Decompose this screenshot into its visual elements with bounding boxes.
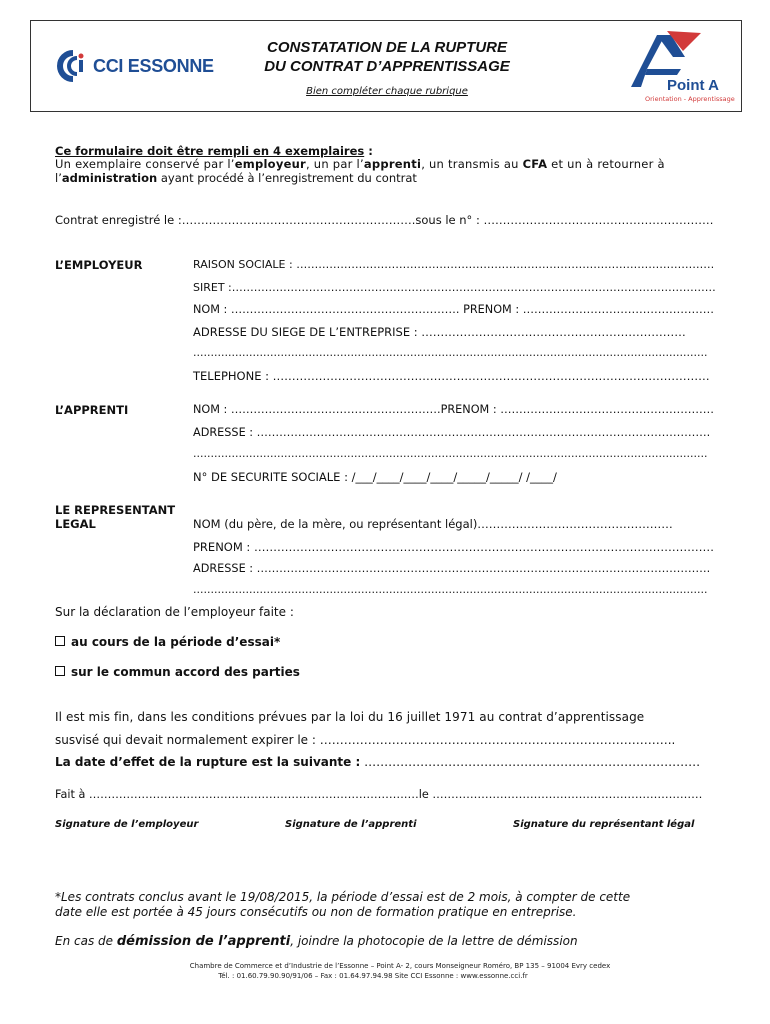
employer-siret-field[interactable]: SIRET :…………………………………………………………………………………………………………………… bbox=[193, 281, 716, 294]
employer-nom-prenom-field[interactable]: NOM : ……………………………………………………. PRENOM : …………………………………………… bbox=[193, 303, 714, 316]
cci-logo-text: CCI ESSONNE bbox=[93, 55, 214, 76]
option-trial-period[interactable]: au cours de la période d’essai* bbox=[55, 635, 280, 649]
note-resignation: En cas de démission de l’apprenti, joindre la photocopie de la lettre de démission bbox=[55, 934, 578, 949]
contract-registration-field[interactable]: Contrat enregistré le :…………………………………………………….sous le n° : …………………………………………………… bbox=[55, 213, 714, 227]
footer-contact: Tél. : 01.60.79.90.90/91/06 – Fax : 01.64.97.94.98 Site CCI Essonne : www.essonne.cci.fr bbox=[218, 972, 528, 980]
intro-line1: Un exemplaire conservé par l’employeur, un par l’apprenti, un transmis au CFA et un à retourner à bbox=[55, 157, 665, 171]
point-a-logo bbox=[611, 29, 735, 109]
declaration-intro: Sur la déclaration de l’employeur faite : bbox=[55, 605, 294, 619]
signature-legal-label: Signature du représentant légal bbox=[513, 819, 695, 830]
section-legal-representative-line1: LE REPRESENTANT bbox=[55, 503, 176, 517]
employer-adresse-field[interactable]: ADRESSE DU SIEGE DE L’ENTREPRISE : …………………………………………………………… bbox=[193, 325, 686, 339]
signature-apprentice-label: Signature de l’apprenti bbox=[285, 819, 417, 830]
legal-adresse-field[interactable]: ADRESSE : …………………………………………………………………………………………………………. bbox=[193, 562, 711, 575]
end-paragraph-line1: Il est mis fin, dans les conditions prévues par la loi du 16 juillet 1971 au contrat d’apprentissage bbox=[55, 710, 645, 724]
point-a-tagline: Orientation - Apprentissage bbox=[645, 95, 735, 103]
section-legal-representative-line2: LEGAL bbox=[55, 517, 96, 531]
legal-nom-field[interactable]: NOM (du père, de la mère, ou représentant légal)…………………………………………… bbox=[193, 517, 673, 531]
form-subtitle: Bien compléter chaque rubrique bbox=[306, 86, 468, 97]
legal-prenom-field[interactable]: PRENOM : ………………………………………………………………………………………………………… bbox=[193, 540, 714, 554]
apprentice-adresse-line2-field[interactable]: ………………………………………………………………………………………………………………………………… bbox=[193, 448, 708, 460]
intro-heading: Ce formulaire doit être rempli en 4 exemplaires : bbox=[55, 144, 373, 158]
header-box bbox=[30, 20, 742, 112]
note-trial-period-line1: *Les contrats conclus avant le 19/08/2015, la période d’essai est de 2 mois, à compter de cette bbox=[55, 890, 631, 904]
employer-raison-sociale-field[interactable]: RAISON SOCIALE : …………………………………………………………………………………………………… bbox=[193, 258, 715, 271]
rupture-effective-date-field[interactable]: La date d’effet de la rupture est la suivante : ………………………………………………………………………… bbox=[55, 755, 701, 769]
intro-line2: l’administration ayant procédé à l’enregistrement du contrat bbox=[55, 171, 417, 185]
apprentice-secu-field[interactable]: N° DE SECURITE SOCIALE : /___/____/____/____/_____/_____/ /____/ bbox=[193, 470, 557, 484]
employer-adresse-line2-field[interactable]: ………………………………………………………………………………………………………………………………… bbox=[193, 347, 708, 359]
end-expiry-date-field[interactable]: susvisé qui devait normalement expirer le : …………………………………………………………………………….. bbox=[55, 733, 676, 747]
fait-a-le-field[interactable]: Fait à ………………………………………………………………………….…le ……………………………………………………………… bbox=[55, 788, 703, 801]
employer-telephone-field[interactable]: TELEPHONE : …………………………………………………………………………………………………… bbox=[193, 369, 710, 383]
apprentice-nom-prenom-field[interactable]: NOM : ………………….…………………………….PRENOM : ………………………………………………… bbox=[193, 403, 714, 416]
section-apprentice: L’APPRENTI bbox=[55, 403, 129, 417]
option-mutual-agreement[interactable]: sur le commun accord des parties bbox=[55, 665, 300, 679]
legal-adresse-line2-field[interactable]: ………………………………………………………………………………………………………………………………… bbox=[193, 584, 708, 596]
note-trial-period-line2: date elle est portée à 45 jours consécutifs ou non de formation pratique en entreprise. bbox=[55, 905, 577, 919]
point-a-name: Point A bbox=[667, 77, 719, 94]
form-title-line1: CONSTATATION DE LA RUPTURE bbox=[267, 39, 507, 56]
form-title-line2: DU CONTRAT D’APPRENTISSAGE bbox=[264, 58, 510, 75]
signature-employer-label: Signature de l’employeur bbox=[55, 819, 199, 830]
checkbox-trial-period[interactable] bbox=[55, 636, 65, 646]
footer-address: Chambre de Commerce et d’Industrie de l’Essonne – Point A- 2, cours Monseigneur Roméro, BP 135 – 91004 Evry cedex bbox=[189, 962, 611, 970]
section-employer: L’EMPLOYEUR bbox=[55, 258, 143, 272]
apprentice-adresse-field[interactable]: ADRESSE : …………………………………………………………………………………………………………. bbox=[193, 426, 711, 439]
checkbox-mutual-agreement[interactable] bbox=[55, 666, 65, 676]
